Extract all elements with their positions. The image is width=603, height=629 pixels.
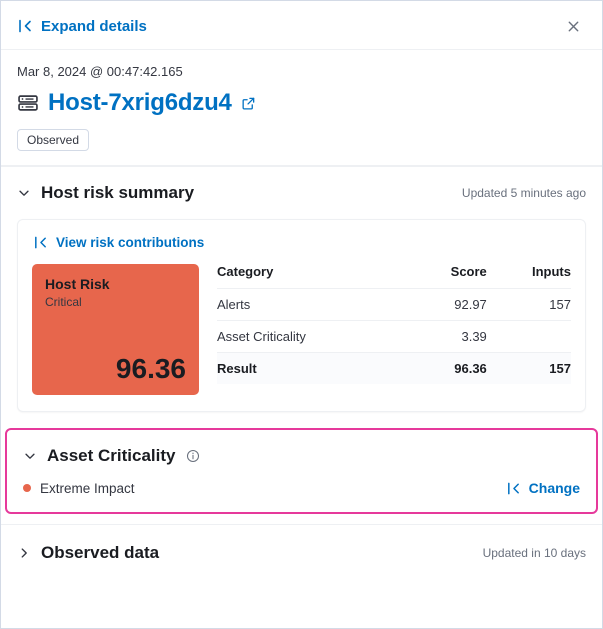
asset-criticality-header <box>23 446 580 466</box>
column-header-score: Score <box>409 264 487 289</box>
cell-score: 3.39 <box>409 321 487 353</box>
host-risk-summary-updated: Updated 5 minutes ago <box>461 186 586 200</box>
observed-data-header <box>17 543 586 563</box>
flyout-header <box>1 1 602 50</box>
host-title-row <box>17 89 586 117</box>
title-block <box>1 50 602 165</box>
expand-details-button[interactable] <box>17 18 147 35</box>
host-risk-summary-toggle[interactable] <box>17 183 194 203</box>
asset-criticality-title: Asset Criticality <box>47 446 176 465</box>
risk-summary-row <box>32 264 571 395</box>
asset-criticality-section <box>7 430 596 512</box>
host-risk-card <box>32 264 199 395</box>
table-row <box>217 321 571 353</box>
table-row-result <box>217 353 571 385</box>
risk-contributions-table <box>217 264 571 384</box>
observed-data-toggle[interactable] <box>17 543 159 563</box>
view-risk-contributions-button[interactable] <box>32 234 571 250</box>
double-arrow-left-icon <box>32 234 48 250</box>
asset-criticality-row <box>23 480 580 496</box>
cell-score: 92.97 <box>409 289 487 321</box>
event-timestamp: Mar 8, 2024 @ 00:47:42.165 <box>17 64 183 79</box>
asset-criticality-value <box>23 481 135 496</box>
cell-category: Result <box>217 353 409 385</box>
table-row <box>217 289 571 321</box>
host-risk-card-level: Critical <box>45 295 82 309</box>
column-header-category: Category <box>217 264 409 289</box>
host-risk-card-score: 96.36 <box>115 353 186 384</box>
cell-inputs <box>487 321 571 353</box>
host-name-link[interactable]: Host-7xrig6dzu4 <box>48 89 232 116</box>
cell-inputs: 157 <box>487 353 571 385</box>
asset-criticality-value-label: Extreme Impact <box>40 480 135 496</box>
double-arrow-left-icon <box>17 18 33 34</box>
column-header-inputs: Inputs <box>487 264 571 289</box>
observed-data-title: Observed data <box>41 543 160 562</box>
flyout-body <box>1 165 602 628</box>
double-arrow-left-icon <box>506 480 522 496</box>
external-link-icon[interactable] <box>241 96 256 111</box>
chevron-right-icon <box>17 546 31 560</box>
observed-data-section <box>1 524 602 581</box>
storage-icon <box>17 92 39 114</box>
view-risk-contributions-label: View risk contributions <box>56 234 205 250</box>
change-label: Change <box>528 480 580 496</box>
risk-summary-panel <box>17 219 586 412</box>
host-risk-summary-title: Host risk summary <box>41 183 195 202</box>
cell-category: Alerts <box>217 289 409 321</box>
close-icon[interactable] <box>560 13 586 39</box>
host-risk-summary-section <box>1 166 602 428</box>
cell-category: Asset Criticality <box>217 321 409 353</box>
table-header-row <box>217 264 571 289</box>
cell-inputs: 157 <box>487 289 571 321</box>
host-risk-card-label: Host Risk <box>45 276 110 292</box>
change-asset-criticality-button[interactable] <box>506 480 580 496</box>
severity-dot-icon <box>23 484 31 492</box>
chevron-down-icon <box>17 186 31 200</box>
expand-details-label: Expand details <box>41 17 147 35</box>
asset-criticality-highlight <box>5 428 598 514</box>
status-badge: Observed <box>17 129 89 151</box>
chevron-down-icon <box>23 449 37 463</box>
asset-criticality-toggle[interactable] <box>23 446 200 466</box>
cell-score: 96.36 <box>409 353 487 385</box>
info-icon[interactable] <box>186 449 200 463</box>
host-risk-summary-header <box>17 183 586 203</box>
observed-data-updated: Updated in 10 days <box>482 546 586 560</box>
